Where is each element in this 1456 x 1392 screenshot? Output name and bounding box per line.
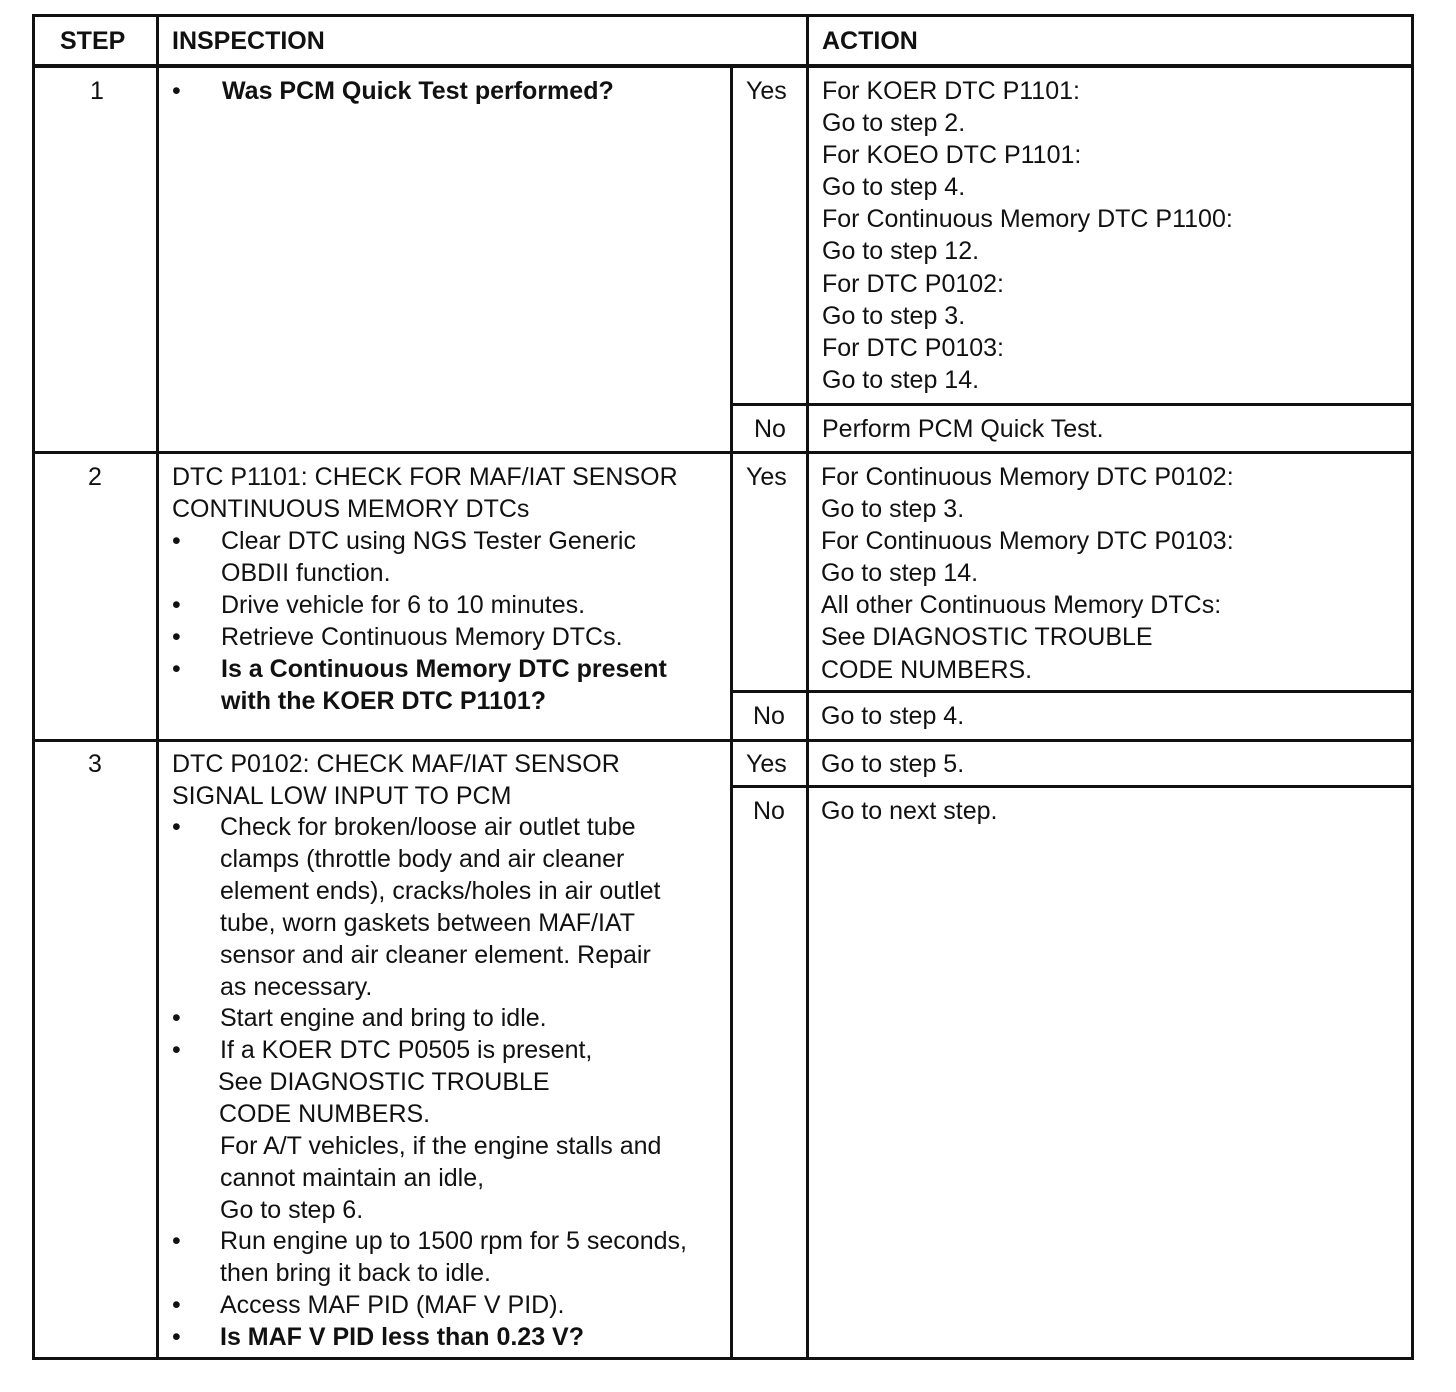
bullet-line: Check for broken/loose air outlet tube [220,813,636,841]
answer-col-rule [730,66,733,1360]
bullet-icon: • [172,1004,181,1032]
inspection-question: Is MAF V PID less than 0.23 V? [220,1323,585,1351]
bullet-icon: • [172,591,181,619]
bullet-icon: • [172,77,181,105]
bullet-icon: • [172,1036,181,1064]
action-line: Go to step 2. [822,109,966,138]
inspection-title [172,461,678,525]
bullet-line: sensor and air cleaner element. Repair [220,941,651,970]
header-step: STEP [60,27,126,55]
step-col-rule [156,14,159,1360]
bullet-line: CODE NUMBERS. [219,1100,431,1129]
action-line: Go to step 14. [821,559,979,588]
bullet-icon: • [172,623,181,651]
action-line: Go to step 4. [822,173,966,202]
bullet-line: Go to step 6. [220,1196,364,1225]
no-action: Perform PCM Quick Test. [822,415,1104,443]
no-label: No [753,702,785,730]
action-line: Go to step 14. [822,365,980,394]
inspection-bullet [220,811,661,1004]
header-rule [32,64,1414,68]
action-line: For KOEO DTC P1101: [822,141,1082,170]
bullet-line: tube, worn gaskets between MAF/IAT [220,909,636,938]
inspection-question [221,653,667,717]
bullet-line: element ends), cracks/holes in air outlet [220,877,661,906]
action-line: CODE NUMBERS. [821,655,1033,684]
step-number: 1 [90,77,104,105]
action-line: Go to step 3. [821,495,965,524]
no-action: Go to step 4. [821,702,965,730]
step3-yes-no-rule [730,785,1414,788]
title-line: DTC P1101: CHECK FOR MAF/IAT SENSOR [172,463,678,491]
inspection-bullet: Retrieve Continuous Memory DTCs. [221,623,623,651]
action-line: For DTC P0102: [822,269,1005,298]
title-line: DTC P0102: CHECK MAF/IAT SENSOR [172,750,620,778]
bullet-icon: • [172,655,181,683]
step-number: 3 [88,750,102,778]
action-line: For Continuous Memory DTC P0103: [821,527,1234,556]
bullet-icon: • [172,527,181,555]
action-line: For DTC P0103: [822,333,1005,362]
action-col-rule [806,14,809,1360]
yes-action [822,75,1233,396]
step2-bottom-rule [32,739,1414,742]
inspection-bullet: Drive vehicle for 6 to 10 minutes. [221,591,586,619]
action-line: For KOER DTC P1101: [822,77,1080,105]
inspection-bullet [220,1225,687,1289]
yes-label: Yes [746,77,787,105]
bullet-line: Run engine up to 1500 rpm for 5 seconds, [220,1227,687,1255]
step1-bottom-rule [32,451,1414,454]
bullet-icon: • [172,1227,181,1255]
yes-label: Yes [746,750,787,778]
action-line: Go to step 3. [822,301,966,330]
inspection-bullet: Access MAF PID (MAF V PID). [220,1291,565,1319]
action-line: All other Continuous Memory DTCs: [821,591,1222,620]
bullet-icon: • [172,1291,181,1319]
inspection-question: Was PCM Quick Test performed? [222,77,614,105]
header-action: ACTION [822,27,918,55]
inspection-bullet: Start engine and bring to idle. [220,1004,547,1032]
header-inspection: INSPECTION [172,27,325,55]
action-line: See DIAGNOSTIC TROUBLE [821,623,1153,652]
title-line: SIGNAL LOW INPUT TO PCM [172,782,512,811]
yes-action [821,461,1234,686]
bullet-line: then bring it back to idle. [220,1259,491,1288]
action-line: Go to step 12. [822,237,980,266]
bullet-line: See DIAGNOSTIC TROUBLE [218,1068,550,1097]
title-line: CONTINUOUS MEMORY DTCs [172,495,530,524]
yes-action: Go to step 5. [821,750,965,778]
step1-yes-no-rule [730,403,1414,406]
action-line: For Continuous Memory DTC P0102: [821,463,1234,491]
yes-label: Yes [746,463,787,491]
bullet-line: as necessary. [220,973,373,1002]
bullet-line: cannot maintain an idle, [220,1164,485,1193]
no-label: No [753,797,785,825]
bullet-line: For A/T vehicles, if the engine stalls and [220,1132,662,1161]
question-line: Is a Continuous Memory DTC present [221,655,667,683]
no-label: No [754,415,786,443]
step2-yes-no-rule [730,690,1414,693]
inspection-bullet [218,1034,661,1227]
question-line: with the KOER DTC P1101? [221,687,547,716]
action-line: For Continuous Memory DTC P1100: [822,205,1233,234]
no-action: Go to next step. [821,797,998,825]
bullet-line: clamps (throttle body and air cleaner [220,845,625,874]
bullet-icon: • [172,813,181,841]
bullet-line: OBDII function. [221,559,391,588]
bullet-line: Clear DTC using NGS Tester Generic [221,527,636,555]
bullet-icon: • [172,1323,181,1351]
inspection-bullet [221,525,636,589]
step-number: 2 [88,463,102,491]
bullet-line: If a KOER DTC P0505 is present, [220,1036,593,1064]
inspection-title [172,748,620,812]
